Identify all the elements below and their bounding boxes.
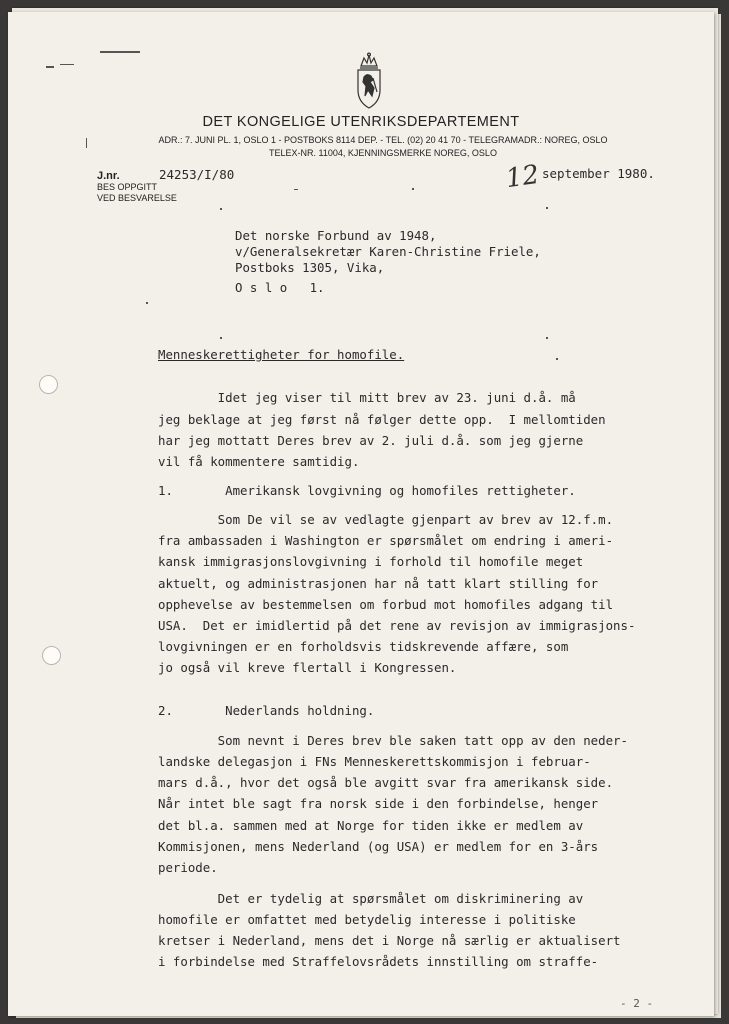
date-typed: september 1980. (542, 166, 655, 181)
ink-mark (60, 64, 74, 65)
date-handwritten-day: 12 (504, 159, 542, 195)
punch-hole-bottom (42, 646, 61, 665)
body-text-line: kansk immigrasjonslovgivning i forhold til homofile meget (158, 554, 584, 569)
ink-speck (546, 207, 548, 209)
subject-line: Menneskerettigheter for homofile. (158, 347, 405, 362)
body-text-line: landske delegasjon i FNs Menneskerettskommisjon i februar- (158, 754, 591, 769)
recipient-line: v/Generalsekretær Karen-Christine Friele, (235, 244, 541, 259)
body-text-line: jo også vil kreve flertall i Kongressen. (158, 660, 457, 675)
punch-hole-top (39, 375, 58, 394)
bes-oppgitt-label: BES OPPGITT (97, 182, 158, 192)
recipient-city: O s l o 1. (235, 280, 325, 295)
body-text-line: Som nevnt i Deres brev ble saken tatt opp av den neder- (158, 733, 628, 748)
ink-speck (220, 337, 222, 339)
jnr-value: 24253/I/80 (159, 167, 235, 182)
recipient-line: Det norske Forbund av 1948, (235, 228, 437, 243)
body-text-line: mars d.å., hvor det også ble avgitt svar fra amerikansk side. (158, 775, 614, 790)
body-text-line: fra ambassaden i Washington er spørsmålet om endring i ameri- (158, 533, 614, 548)
body-text-line: opphevelse av bestemmelsen om forbud mot homofiles adgang til (158, 597, 614, 612)
ink-speck (546, 337, 548, 339)
ink-speck (556, 358, 558, 360)
section-2-heading: 2. Nederlands holdning. (158, 703, 375, 718)
coat-of-arms-icon (352, 52, 386, 110)
ink-speck (412, 188, 414, 190)
body-text-line: i forbindelse med Straffelovsrådets innstilling om straffe- (158, 954, 599, 969)
ink-speck (146, 302, 148, 304)
body-text-line: Idet jeg viser til mitt brev av 23. juni d.å. må (158, 390, 576, 405)
body-text-line: kretser i Nederland, mens det i Norge nå særlig er aktualisert (158, 933, 621, 948)
body-text-line: har jeg mottatt Deres brev av 2. juli d.å. som jeg gjerne (158, 433, 584, 448)
page-continuation-number: - 2 - (620, 997, 654, 1010)
body-text-line: lovgivningen er en forholdsvis tidskrevende affære, som (158, 639, 569, 654)
body-text-line: det bl.a. sammen med at Norge for tiden ikke er medlem av (158, 818, 584, 833)
body-text-line: Det er tydelig at spørsmålet om diskriminering av (158, 891, 584, 906)
body-text-line: aktuelt, og administrasjonen har nå tatt klart stilling for (158, 576, 599, 591)
recipient-line: Postboks 1305, Vika, (235, 260, 385, 275)
letterhead-title: DET KONGELIGE UTENRIKSDEPARTEMENT (202, 114, 520, 130)
ved-besvarelse-label: VED BESVARELSE (97, 193, 177, 203)
body-text-line: homofile er omfattet med betydelig interesse i politiske (158, 912, 576, 927)
letter-page (8, 12, 714, 1016)
body-text-line: jeg beklage at jeg først nå følger dette opp. I mellomtiden (158, 412, 606, 427)
body-text-line: Som De vil se av vedlagte gjenpart av brev av 12.f.m. (158, 512, 614, 527)
body-text-line: vil få kommentere samtidig. (158, 454, 360, 469)
body-text-line: USA. Det er imidlertid på det rene av revisjon av immigrasjons- (158, 618, 636, 633)
section-1-heading: 1. Amerikansk lovgivning og homofiles rettigheter. (158, 483, 576, 498)
letterhead-telex: TELEX-NR. 11004, KJENNINGSMERKE NOREG, OSLO (269, 148, 497, 158)
jnr-label: J.nr. (97, 170, 120, 182)
letterhead-address: ADR.: 7. JUNI PL. 1, OSLO 1 - POSTBOKS 8114 DEP. - TEL. (02) 20 41 70 - TELEGRAMADR.: NOREG, OSLO (158, 135, 608, 145)
body-text-line: periode. (158, 860, 218, 875)
ink-mark (100, 51, 140, 53)
ink-speck (294, 189, 298, 190)
body-text-line: Kommisjonen, mens Nederland (og USA) er medlem for en 3-års (158, 839, 599, 854)
ink-speck (220, 208, 222, 210)
ink-mark (46, 66, 54, 68)
body-text-line: Når intet ble sagt fra norsk side i den forbindelse, henger (158, 796, 599, 811)
